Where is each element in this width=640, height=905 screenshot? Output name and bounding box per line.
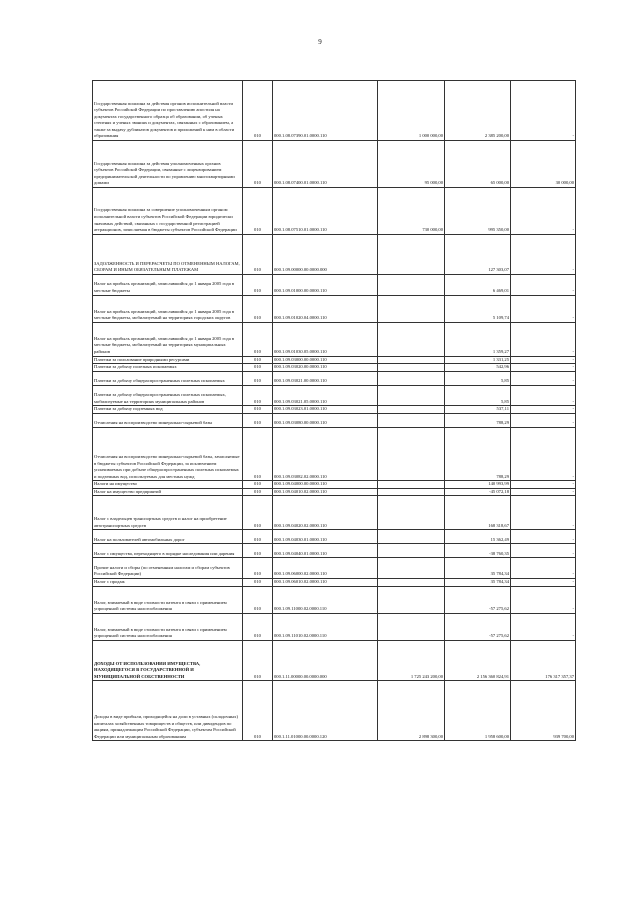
table-row bbox=[93, 481, 576, 489]
row-code: 010 bbox=[243, 413, 273, 427]
row-name: Платежи за добычу общераспространенных полезных ископаемых, мобилизуемые на территориях муниципальных районов bbox=[93, 385, 243, 406]
row-diff-value: - bbox=[511, 385, 576, 406]
revenue-table-body bbox=[93, 81, 576, 741]
row-diff-value: - bbox=[511, 187, 576, 234]
row-plan-value bbox=[378, 234, 445, 274]
row-name: Налог на прибыль организаций, зачислявшийся до 1 января 2005 года в местные бюджеты, мобилизуемый на территориях городских округов bbox=[93, 295, 243, 322]
row-code: 010 bbox=[243, 274, 273, 295]
row-code: 010 bbox=[243, 530, 273, 544]
row-plan-value: 1 725 243 200,00 bbox=[378, 640, 445, 680]
row-fact-value: 6 469,01 bbox=[445, 274, 511, 295]
row-fact-value: 542,96 bbox=[445, 364, 511, 372]
row-name: Государственная пошлина за действия органов исполнительной власти субъектов Российской Федерации по проставлению апостиля на документах государственного образца об образовании, об ученых степенях и ученых званиях и документах, связанных с образованием, а также за выдачу дубликатов документов и приложений к ним в области образования bbox=[93, 81, 243, 141]
row-diff-value: - bbox=[511, 558, 576, 579]
row-diff-value: - bbox=[511, 586, 576, 613]
row-kbk: 000.1.09.01020.04.0000.110 bbox=[273, 295, 378, 322]
row-code: 010 bbox=[243, 681, 273, 741]
row-name: Налоги на имущество bbox=[93, 481, 243, 489]
row-kbk: 000.1.09.03020.00.0000.110 bbox=[273, 364, 378, 372]
row-fact-value: 140 993,99 bbox=[445, 481, 511, 489]
row-plan-value bbox=[378, 274, 445, 295]
row-plan-value bbox=[378, 530, 445, 544]
row-plan-value bbox=[378, 364, 445, 372]
row-fact-value: 1 958 600,00 bbox=[445, 681, 511, 741]
row-code: 010 bbox=[243, 356, 273, 364]
row-diff-value: 939 700,00 bbox=[511, 681, 576, 741]
row-diff-value: - bbox=[511, 356, 576, 364]
row-diff-value: - bbox=[511, 371, 576, 385]
row-fact-value: 995 350,00 bbox=[445, 187, 511, 234]
row-code: 010 bbox=[243, 364, 273, 372]
row-code: 010 bbox=[243, 140, 273, 187]
table-row bbox=[93, 586, 576, 613]
row-name: Налог на имущество предприятий bbox=[93, 488, 243, 496]
row-kbk: 000.1.11.00000.00.0000.000 bbox=[273, 640, 378, 680]
row-plan-value bbox=[378, 544, 445, 558]
row-diff-value: - bbox=[511, 579, 576, 587]
row-plan-value bbox=[378, 371, 445, 385]
row-fact-value: 65 000,00 bbox=[445, 140, 511, 187]
row-name: Отчисления на воспроизводство минерально-сырьевой базы bbox=[93, 413, 243, 427]
row-fact-value: 35 784,34 bbox=[445, 558, 511, 579]
row-fact-value: 35 784,34 bbox=[445, 579, 511, 587]
row-code: 010 bbox=[243, 496, 273, 530]
row-kbk: 000.1.09.11000.02.0000.110 bbox=[273, 586, 378, 613]
row-code: 010 bbox=[243, 187, 273, 234]
row-name: Налог, взимаемый в виде стоимости патента в связи с применением упрощенной системы налогообложения bbox=[93, 613, 243, 640]
row-kbk: 000.1.09.03021.00.0000.110 bbox=[273, 371, 378, 385]
row-plan-value: 2 898 300,00 bbox=[378, 681, 445, 741]
row-kbk: 000.1.09.03023.01.0000.110 bbox=[273, 406, 378, 414]
row-fact-value: 15 362,49 bbox=[445, 530, 511, 544]
row-fact-value: 537,11 bbox=[445, 406, 511, 414]
page-number: 9 bbox=[318, 38, 322, 46]
row-name: Прочие налоги и сборы (по отмененным налогам и сборам субъектов Российской Федерации) bbox=[93, 558, 243, 579]
table-row bbox=[93, 385, 576, 406]
row-diff-value: - bbox=[511, 406, 576, 414]
row-name: Налог с продаж bbox=[93, 579, 243, 587]
table-row bbox=[93, 274, 576, 295]
row-plan-value bbox=[378, 586, 445, 613]
row-diff-value: - bbox=[511, 613, 576, 640]
row-name: Налог с владельцев транспортных средств и налог на приобретение автотранспортных средств bbox=[93, 496, 243, 530]
row-name: Платежи за пользование природными ресурсами bbox=[93, 356, 243, 364]
row-fact-value: -38 760,35 bbox=[445, 544, 511, 558]
row-code: 010 bbox=[243, 640, 273, 680]
row-diff-value: - bbox=[511, 496, 576, 530]
row-code: 010 bbox=[243, 488, 273, 496]
table-row bbox=[93, 613, 576, 640]
row-fact-value: 127 303,07 bbox=[445, 234, 511, 274]
table-row bbox=[93, 427, 576, 480]
row-kbk: 000.1.08.07400.01.0000.110 bbox=[273, 140, 378, 187]
row-kbk: 000.1.09.03000.00.0000.110 bbox=[273, 356, 378, 364]
row-name: Налог на прибыль организаций, зачислявшийся до 1 января 2005 года в местные бюджеты bbox=[93, 274, 243, 295]
row-name: Государственная пошлина за совершение уполномоченным органом исполнительной власти субъектов Российской Федерации юридически значимых действий, связанных с государственной регистрацией аттракционов, зачисляемая в бюджеты субъектов Российской Федерации bbox=[93, 187, 243, 234]
table-row bbox=[93, 364, 576, 372]
table-row bbox=[93, 488, 576, 496]
row-diff-value: - bbox=[511, 295, 576, 322]
table-row bbox=[93, 406, 576, 414]
table-row bbox=[93, 140, 576, 187]
row-name: Государственная пошлина за действия уполномоченных органов субъектов Российской Федерации, связанные с лицензированием предпринимательской деятельности по управлению многоквартирными домами bbox=[93, 140, 243, 187]
row-plan-value bbox=[378, 322, 445, 356]
row-fact-value: 5,85 bbox=[445, 385, 511, 406]
row-kbk: 000.1.09.04040.01.0000.110 bbox=[273, 544, 378, 558]
table-row bbox=[93, 558, 576, 579]
row-plan-value bbox=[378, 481, 445, 489]
row-plan-value bbox=[378, 496, 445, 530]
row-kbk: 000.1.09.04000.00.0000.110 bbox=[273, 481, 378, 489]
row-diff-value: - bbox=[511, 234, 576, 274]
row-kbk: 000.1.09.04010.02.0000.110 bbox=[273, 488, 378, 496]
table-row bbox=[93, 530, 576, 544]
row-code: 010 bbox=[243, 481, 273, 489]
row-code: 010 bbox=[243, 579, 273, 587]
table-row bbox=[93, 81, 576, 141]
row-kbk: 000.1.09.11010.02.0000.110 bbox=[273, 613, 378, 640]
row-name: Платежи за добычу общераспространенных полезных ископаемых bbox=[93, 371, 243, 385]
row-kbk: 000.1.09.03082.02.0000.110 bbox=[273, 427, 378, 480]
table-row bbox=[93, 234, 576, 274]
row-name: Налог на пользователей автомобильных дорог bbox=[93, 530, 243, 544]
row-code: 010 bbox=[243, 544, 273, 558]
row-plan-value bbox=[378, 385, 445, 406]
row-plan-value bbox=[378, 295, 445, 322]
row-code: 010 bbox=[243, 371, 273, 385]
row-name: Платежи за добычу подземных вод bbox=[93, 406, 243, 414]
row-fact-value: -57 275,62 bbox=[445, 586, 511, 613]
row-diff-value: - bbox=[511, 322, 576, 356]
row-diff-value: - bbox=[511, 81, 576, 141]
row-fact-value: 788,29 bbox=[445, 427, 511, 480]
row-fact-value: -57 275,62 bbox=[445, 613, 511, 640]
table-row bbox=[93, 187, 576, 234]
row-fact-value: 2 156 360 824,91 bbox=[445, 640, 511, 680]
row-code: 010 bbox=[243, 613, 273, 640]
row-name: Налог, взимаемый в виде стоимости патента в связи с применением упрощенной системы налогообложения bbox=[93, 586, 243, 613]
row-name: Налог на прибыль организаций, зачислявшийся до 1 января 2005 года в местные бюджеты, мобилизуемый на территориях муниципальных районов bbox=[93, 322, 243, 356]
row-kbk: 000.1.09.04020.02.0000.110 bbox=[273, 496, 378, 530]
row-name: Налог с имущества, переходящего в порядке наследования или дарения bbox=[93, 544, 243, 558]
row-name: ДОХОДЫ ОТ ИСПОЛЬЗОВАНИЯ ИМУЩЕСТВА, НАХОДЯЩЕГОСЯ В ГОСУДАРСТВЕННОЙ И МУНИЦИПАЛЬНОЙ СОБСТВЕННОСТИ bbox=[93, 640, 243, 680]
row-code: 010 bbox=[243, 586, 273, 613]
row-diff-value: - bbox=[511, 427, 576, 480]
row-fact-value: 1 331,25 bbox=[445, 356, 511, 364]
row-diff-value: 30 000,00 bbox=[511, 140, 576, 187]
table-row bbox=[93, 640, 576, 680]
row-code: 010 bbox=[243, 427, 273, 480]
revenue-table bbox=[92, 80, 576, 741]
row-fact-value: 168 318,67 bbox=[445, 496, 511, 530]
row-code: 010 bbox=[243, 81, 273, 141]
row-name: Доходы в виде прибыли, приходящейся на доли в уставных (складочных) капиталах хозяйственных товариществ и обществ, или дивидендов по акциям, принадлежащим Российской Федерации, субъектам Российской Федерации или муниципальным образованиям bbox=[93, 681, 243, 741]
row-plan-value bbox=[378, 488, 445, 496]
row-code: 010 bbox=[243, 322, 273, 356]
row-fact-value: 5,85 bbox=[445, 371, 511, 385]
row-plan-value bbox=[378, 558, 445, 579]
row-fact-value: 5 109,74 bbox=[445, 295, 511, 322]
row-kbk: 000.1.08.07390.01.0000.110 bbox=[273, 81, 378, 141]
table-row bbox=[93, 544, 576, 558]
row-diff-value: - bbox=[511, 413, 576, 427]
row-diff-value: - bbox=[511, 544, 576, 558]
row-plan-value bbox=[378, 579, 445, 587]
table-row bbox=[93, 413, 576, 427]
row-name: Платежи за добычу полезных ископаемых bbox=[93, 364, 243, 372]
row-kbk: 000.1.09.03080.00.0000.110 bbox=[273, 413, 378, 427]
row-plan-value: 730 000,00 bbox=[378, 187, 445, 234]
row-fact-value: 788,29 bbox=[445, 413, 511, 427]
row-code: 010 bbox=[243, 558, 273, 579]
table-row bbox=[93, 371, 576, 385]
row-code: 010 bbox=[243, 234, 273, 274]
table-row bbox=[93, 322, 576, 356]
row-plan-value bbox=[378, 406, 445, 414]
row-kbk: 000.1.09.03021.05.0000.110 bbox=[273, 385, 378, 406]
row-plan-value bbox=[378, 427, 445, 480]
row-code: 010 bbox=[243, 295, 273, 322]
row-code: 010 bbox=[243, 385, 273, 406]
table-row bbox=[93, 579, 576, 587]
row-diff-value: - bbox=[511, 530, 576, 544]
row-fact-value: -45 072,18 bbox=[445, 488, 511, 496]
table-row bbox=[93, 681, 576, 741]
row-plan-value: 1 000 000,00 bbox=[378, 81, 445, 141]
row-diff-value: - bbox=[511, 364, 576, 372]
row-code: 010 bbox=[243, 406, 273, 414]
table-row bbox=[93, 356, 576, 364]
row-plan-value bbox=[378, 613, 445, 640]
row-name: ЗАДОЛЖЕННОСТЬ И ПЕРЕРАСЧЕТЫ ПО ОТМЕНЕННЫМ НАЛОГАМ, СБОРАМ И ИНЫМ ОБЯЗАТЕЛЬНЫМ ПЛАТЕЖАМ bbox=[93, 234, 243, 274]
row-plan-value bbox=[378, 413, 445, 427]
row-diff-value: - bbox=[511, 274, 576, 295]
row-kbk: 000.1.09.01000.00.0000.110 bbox=[273, 274, 378, 295]
row-kbk: 000.1.08.07510.01.0000.110 bbox=[273, 187, 378, 234]
row-kbk: 000.1.11.01000.00.0000.120 bbox=[273, 681, 378, 741]
table-row bbox=[93, 496, 576, 530]
row-kbk: 000.1.09.00000.00.0000.000 bbox=[273, 234, 378, 274]
table-row bbox=[93, 295, 576, 322]
row-kbk: 000.1.09.01030.05.0000.110 bbox=[273, 322, 378, 356]
row-kbk: 000.1.09.06010.02.0000.110 bbox=[273, 579, 378, 587]
row-fact-value: 2 385 200,00 bbox=[445, 81, 511, 141]
row-kbk: 000.1.09.06000.02.0000.110 bbox=[273, 558, 378, 579]
row-plan-value bbox=[378, 356, 445, 364]
row-plan-value: 95 000,00 bbox=[378, 140, 445, 187]
row-diff-value: - bbox=[511, 481, 576, 489]
row-fact-value: 1 359,27 bbox=[445, 322, 511, 356]
row-name: Отчисления на воспроизводство минерально-сырьевой базы, зачисляемые в бюджеты субъектов Российской Федерации, за исключением уплачиваемых при добыче общераспространенных полезных ископаемых и подземных вод, используемых для местных нужд bbox=[93, 427, 243, 480]
row-diff-value: - bbox=[511, 488, 576, 496]
row-kbk: 000.1.09.04030.01.0000.110 bbox=[273, 530, 378, 544]
row-diff-value: 176 317 357,37 bbox=[511, 640, 576, 680]
